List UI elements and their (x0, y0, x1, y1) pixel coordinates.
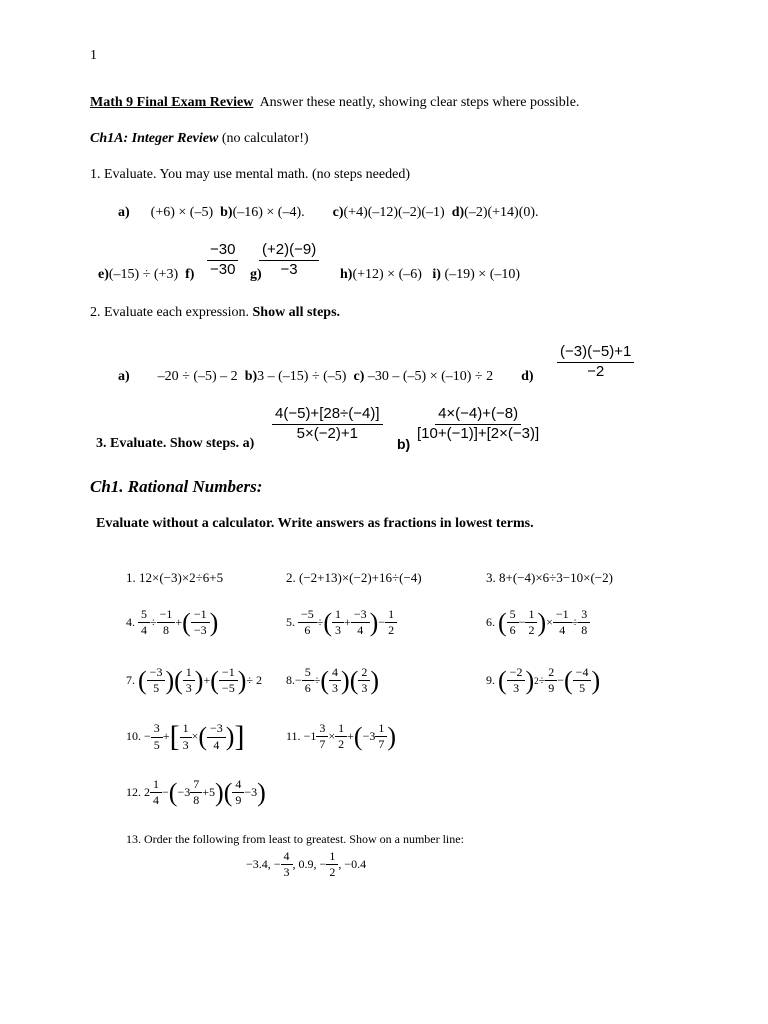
problem-1: 1. 12×(−3)×2÷6+5 (126, 570, 224, 585)
problem-11 (286, 722, 396, 751)
fraction-denominator: 4 (559, 623, 566, 638)
q1-prompt: 1. Evaluate. You may use mental math. (no steps needed) (90, 167, 410, 182)
math-term (126, 608, 218, 637)
fraction-numerator: 1 (525, 608, 537, 623)
math-term: + (175, 614, 183, 629)
fraction-numerator: −4 (573, 666, 592, 681)
fraction (358, 666, 370, 695)
fraction-denominator: 6 (509, 623, 516, 638)
fraction-numerator: 3 (316, 722, 328, 737)
q1-c-label: c) (332, 205, 344, 220)
math-term: + (347, 728, 354, 743)
math-term: + (203, 672, 211, 687)
fraction (232, 778, 244, 807)
grouping-symbol: ) (370, 665, 380, 695)
grouping-symbol: ) (237, 665, 247, 695)
math-term: 5. (286, 614, 295, 629)
fraction-numerator: 2 (358, 666, 370, 681)
fraction-denominator: 2 (388, 623, 395, 638)
fraction-numerator: 3 (151, 722, 163, 737)
math-term: ÷ (538, 672, 546, 687)
math-term: 6. (486, 614, 495, 629)
fraction-denominator: 6 (304, 681, 311, 696)
grouping-symbol: ( (223, 777, 233, 807)
problem-7 (126, 666, 262, 695)
q1-b-label: b) (220, 205, 233, 220)
q2-prompt-bold: Show all steps. (252, 305, 341, 320)
q1-c-expr: (+4)(–12)(–2)(–1) (343, 205, 445, 220)
fraction-denominator: 3 (283, 865, 290, 880)
fraction-numerator: 4 (281, 850, 293, 865)
fraction-denominator: 6 (304, 623, 311, 638)
math-term (126, 666, 262, 695)
fraction-denominator: 7 (319, 737, 326, 752)
ch1a-heading-line (90, 131, 309, 147)
math-term: × (328, 728, 336, 743)
fraction-denominator: 7 (378, 737, 385, 752)
q1-row-2-tail (340, 267, 520, 283)
fraction-denominator: 2 (338, 737, 345, 752)
math-term: ÷ (150, 614, 157, 629)
fraction-numerator: −1 (553, 608, 572, 623)
q1-i-label: i) (432, 267, 441, 282)
math-term: 4. (126, 614, 135, 629)
math-term: , −0.4 (338, 856, 367, 871)
fraction-denominator: 3 (335, 623, 342, 638)
grouping-symbol: ( (498, 665, 507, 695)
math-term: − (162, 784, 169, 799)
fraction (507, 666, 526, 695)
fraction (207, 722, 226, 751)
fraction-denominator: 9 (235, 793, 242, 808)
fraction-numerator: 4 (329, 666, 341, 681)
q2-a-expr: –20 ÷ (–5) – 2 (157, 369, 238, 384)
math-term: − (557, 672, 564, 687)
exam-title: Math 9 Final Exam Review (90, 95, 254, 110)
q1-row-1 (118, 205, 539, 221)
fraction (326, 850, 338, 879)
q1-e-label: e) (98, 267, 109, 282)
grouping-symbol: ( (168, 777, 178, 807)
fraction-numerator: 4 (232, 778, 244, 793)
fraction-numerator: 2 (545, 666, 557, 681)
math-term: g) (250, 267, 262, 282)
fraction (298, 608, 317, 637)
math-term: ÷ (313, 672, 321, 687)
math-term: ÷ (571, 614, 579, 629)
fraction (157, 608, 176, 637)
q3-prompt: 3. Evaluate. Show steps. a) (96, 436, 255, 451)
fraction (281, 850, 293, 879)
math-term: 8. (286, 672, 295, 687)
grouping-symbol: ) (525, 665, 535, 695)
q3-b-numerator: 4×(−4)+(−8) (435, 406, 521, 425)
fraction-numerator: 1 (183, 666, 195, 681)
fraction-numerator: −2 (507, 666, 526, 681)
grouping-symbol: ) (257, 777, 266, 807)
fraction-denominator: 2 (528, 623, 535, 638)
grouping-symbol: ) (165, 665, 175, 695)
math-term: − (144, 729, 151, 744)
fraction-denominator: 3 (513, 681, 520, 696)
fraction-numerator: 5 (302, 666, 314, 681)
q3-a-denominator: 5×(−2)+1 (296, 424, 358, 442)
q1-i-expr: (–19) × (–10) (444, 267, 521, 282)
math-term: 2 (534, 675, 539, 686)
q2-c-expr: –30 – (–5) × (–10) ÷ 2 (367, 369, 494, 384)
problem-13-values (246, 850, 366, 879)
math-term: , 0.9, − (292, 856, 327, 871)
q1-g-denominator: −3 (280, 260, 298, 278)
math-term: + (344, 614, 351, 629)
math-term: 2 (144, 784, 150, 799)
math-term: −1 (303, 728, 317, 743)
fraction-denominator: 3 (361, 681, 368, 696)
fraction (150, 778, 162, 807)
ch1a-note: (no calculator!) (221, 131, 309, 146)
fraction-denominator: −5 (221, 681, 235, 696)
problem-6 (486, 608, 590, 637)
math-term: ÷ (316, 614, 324, 629)
math-term: × (546, 614, 553, 629)
fraction-numerator: 1 (332, 608, 344, 623)
q1-a-label: a) (118, 205, 130, 220)
math-term: −3 (244, 784, 258, 799)
math-term: 12. (126, 784, 141, 799)
math-term: +5 (202, 784, 216, 799)
fraction-numerator: 5 (507, 608, 519, 623)
q2-row (118, 369, 534, 385)
fraction-denominator: −3 (193, 623, 207, 638)
grouping-symbol: ) (537, 607, 547, 637)
fraction (525, 608, 537, 637)
fraction (545, 666, 557, 695)
q1-b-expr: (–16) × (–4). (232, 205, 305, 220)
problem-8 (286, 666, 379, 695)
fraction-denominator: 3 (182, 737, 189, 752)
q3-b-denominator: [10+(−1)]+[2×(−3)] (417, 424, 540, 442)
problem-9 (486, 666, 600, 695)
math-term: 11. (286, 728, 301, 743)
grouping-symbol: ) (194, 665, 204, 695)
fraction (385, 608, 397, 637)
fraction (553, 608, 572, 637)
math-term: 10. (126, 729, 141, 744)
grouping-symbol: ) (591, 665, 601, 695)
fraction (578, 608, 590, 637)
grouping-symbol: ) (225, 722, 235, 751)
q1-f-label: f) (185, 267, 195, 282)
fraction (332, 608, 344, 637)
fraction (573, 666, 592, 695)
ch1-instructions: Evaluate without a calculator. Write answers as fractions in lowest terms. (96, 516, 534, 531)
q2-d-fraction (557, 344, 634, 380)
q1-d-expr: (–2)(+14)(0). (464, 205, 539, 220)
q1-g-fraction (259, 242, 319, 278)
fraction-numerator: −5 (298, 608, 317, 623)
fraction-numerator: 1 (150, 778, 162, 793)
fraction-denominator: 4 (357, 623, 364, 638)
fraction (151, 722, 163, 751)
q2-prompt-text: 2. Evaluate each expression. (90, 305, 249, 320)
grouping-symbol: ( (138, 665, 147, 695)
math-term: − (518, 614, 526, 629)
fraction-numerator: 1 (375, 722, 387, 737)
fraction-numerator: 3 (578, 608, 590, 623)
fraction-numerator: 7 (190, 778, 202, 793)
fraction (147, 666, 166, 695)
math-term (246, 850, 366, 879)
grouping-symbol: ( (353, 721, 363, 751)
grouping-symbol: ) (387, 721, 397, 751)
fraction-denominator: 5 (153, 737, 160, 752)
problem-5 (286, 608, 397, 637)
problem-13-prompt: 13. Order the following from least to greatest. Show on a number line: (126, 832, 464, 846)
fraction (191, 608, 210, 637)
math-term: 7. (126, 672, 135, 687)
page-number: 1 (90, 48, 97, 63)
problem-2: 2. (−2+13)×(−2)+16÷(−4) (286, 570, 422, 585)
grouping-symbol: ( (210, 665, 219, 695)
problem-4 (126, 608, 218, 637)
fraction (329, 666, 341, 695)
q1-a-expr: (+6) × (–5) (150, 205, 214, 220)
fraction-denominator: 9 (548, 681, 555, 696)
fraction-numerator: −3 (147, 666, 166, 681)
fraction-numerator: 5 (138, 608, 150, 623)
q3-b-fraction (414, 406, 542, 442)
grouping-symbol: ( (498, 607, 507, 637)
math-term: ÷ 2 (246, 672, 262, 687)
math-term: × (191, 729, 199, 744)
grouping-symbol: ( (323, 607, 333, 637)
fraction-numerator: 1 (180, 722, 192, 737)
fraction (507, 608, 519, 637)
fraction-denominator: 3 (185, 681, 192, 696)
grouping-symbol: [ (169, 720, 180, 753)
q2-d-label: d) (521, 369, 534, 384)
math-term (286, 722, 396, 751)
fraction-numerator: 1 (385, 608, 397, 623)
q2-b-expr: 3 – (–15) ÷ (–5) (257, 369, 347, 384)
math-term (126, 722, 244, 752)
fraction-numerator: −3 (351, 608, 370, 623)
problem-10 (126, 722, 244, 752)
fraction-denominator: 5 (579, 681, 586, 696)
math-term (486, 666, 600, 695)
q1-f-denominator: −30 (210, 260, 236, 278)
math-term (286, 666, 379, 695)
math-term: −3 (362, 728, 376, 743)
fraction (302, 666, 314, 695)
grouping-symbol: ( (564, 665, 573, 695)
q2-b-label: b) (244, 369, 258, 384)
fraction (219, 666, 238, 695)
fraction-numerator: −3 (207, 722, 226, 737)
fraction (183, 666, 195, 695)
fraction-denominator: 8 (193, 793, 200, 808)
fraction-numerator: −1 (191, 608, 210, 623)
q1-h-expr: (+12) × (–6) (352, 267, 422, 282)
fraction (180, 722, 192, 751)
grouping-symbol: ( (349, 665, 359, 695)
q2-d-numerator: (−3)(−5)+1 (557, 344, 634, 363)
math-term (126, 778, 266, 807)
fraction-denominator: 3 (332, 681, 339, 696)
grouping-symbol: ) (209, 607, 219, 637)
grouping-symbol: ) (341, 665, 350, 695)
fraction-denominator: 4 (153, 793, 159, 808)
math-term: − (295, 672, 302, 687)
grouping-symbol: ( (198, 722, 208, 751)
fraction-numerator: 1 (326, 850, 338, 865)
fraction (190, 778, 202, 807)
grouping-symbol: ) (369, 607, 379, 637)
q2-prompt (90, 305, 340, 321)
ch1-heading: Ch1. Rational Numbers: (90, 477, 263, 496)
fraction-denominator: 8 (581, 623, 588, 638)
fraction-numerator: −1 (219, 666, 238, 681)
fraction-denominator: 4 (141, 623, 147, 638)
grouping-symbol: ( (174, 665, 183, 695)
fraction-numerator: −1 (157, 608, 176, 623)
fraction-denominator: 8 (162, 623, 169, 638)
q1-e-item (98, 267, 194, 283)
q3-a-fraction (272, 406, 383, 442)
fraction-denominator: 4 (213, 737, 220, 752)
q3-a-numerator: 4(−5)+[28÷(−4)] (272, 406, 383, 425)
grouping-symbol: ) (215, 777, 224, 807)
fraction-denominator: 5 (153, 681, 160, 696)
header (90, 95, 579, 111)
fraction-denominator: 2 (329, 865, 336, 880)
math-term (486, 608, 590, 637)
math-term: −3.4, − (246, 856, 281, 871)
fraction (375, 722, 387, 751)
exam-instructions: Answer these neatly, showing clear steps where possible. (259, 95, 580, 110)
q2-a-label: a) (118, 369, 130, 384)
fraction-numerator: 1 (335, 722, 347, 737)
math-term: 9. (486, 672, 495, 687)
q2-d-denominator: −2 (587, 362, 605, 380)
fraction (351, 608, 370, 637)
problem-12 (126, 778, 266, 807)
problem-3: 3. 8+(−4)×6÷3−10×(−2) (486, 570, 613, 585)
q1-f-numerator: −30 (207, 242, 238, 261)
ch1a-heading: Ch1A: Integer Review (90, 131, 219, 146)
q2-c-label: c) (353, 369, 365, 384)
fraction (316, 722, 328, 751)
grouping-symbol: ( (320, 665, 330, 695)
q1-h-label: h) (340, 267, 353, 282)
q1-d-label: d) (451, 205, 465, 220)
math-term: −3 (177, 784, 191, 799)
q1-f-fraction (207, 242, 238, 278)
fraction (138, 608, 150, 637)
q3-b-label: b) (397, 436, 411, 452)
q1-e-expr: (–15) ÷ (+3) (108, 267, 179, 282)
q1-g-numerator: (+2)(−9) (259, 242, 319, 261)
math-term: − (378, 614, 386, 629)
math-term: + (162, 729, 170, 744)
grouping-symbol: ( (182, 607, 191, 637)
grouping-symbol: ] (234, 720, 245, 753)
math-term (286, 608, 397, 637)
fraction (335, 722, 347, 751)
